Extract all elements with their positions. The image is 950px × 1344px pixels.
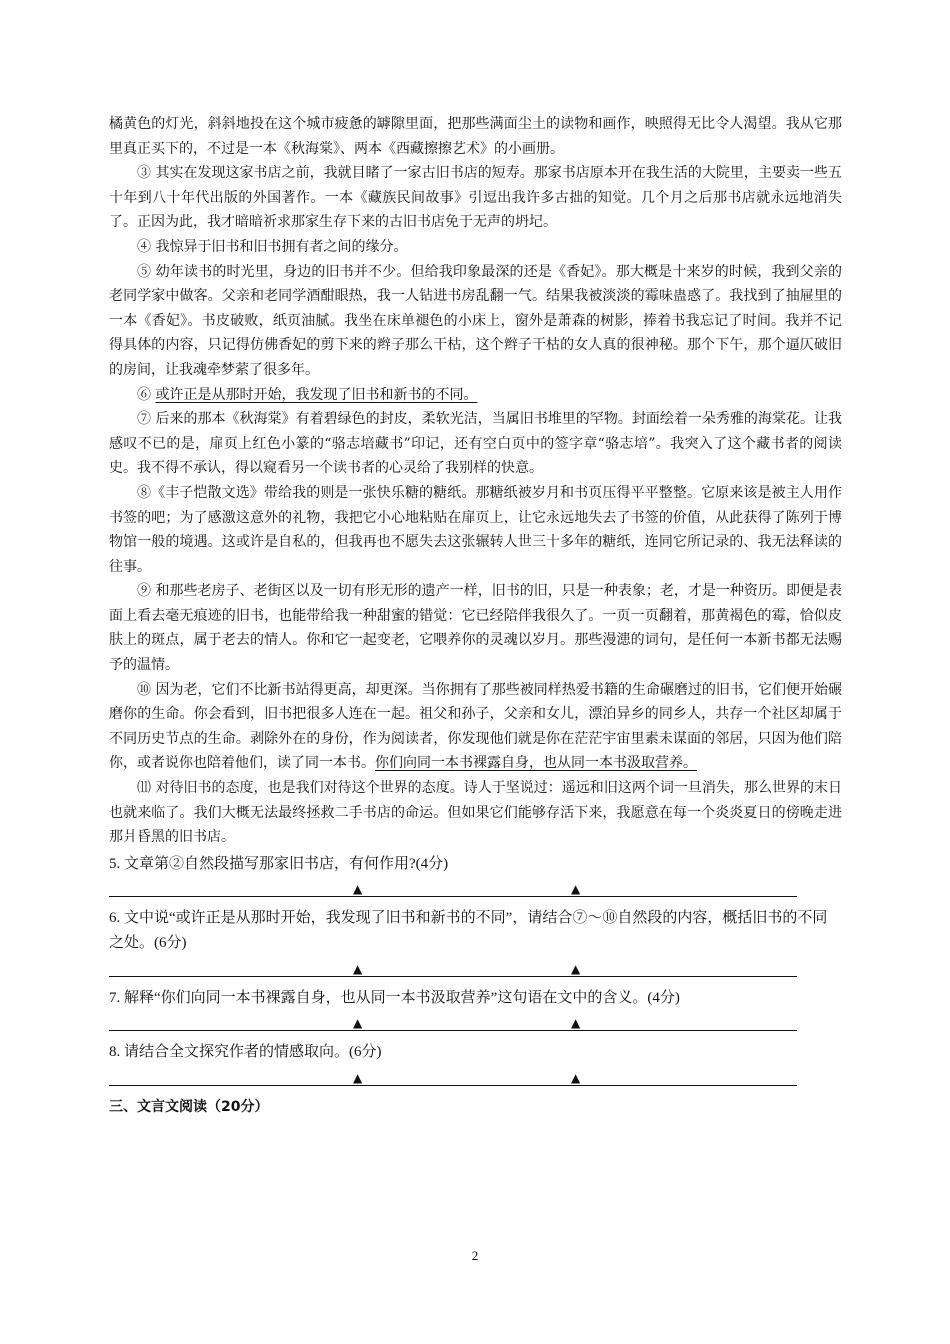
question-item: [109, 986, 842, 1032]
section-title: 三、文言文阅读（20分）: [109, 1098, 269, 1115]
question-item: [109, 852, 842, 898]
answer-marker-icon: ▲: [353, 1016, 363, 1031]
article-paragraph: [109, 579, 842, 677]
question-text: 6. 文中说“或许正是从那时开始，我发现了旧书和新书的不同”，请结合⑦～⑩自然段的内容，概括旧书的不同之处。(6分): [109, 910, 828, 951]
paragraph-text: ⑤ 幼年读书的时光里，身边的旧书并不少。但给我印象最深的还是《香妃》。那大概是十来岁的时候，我到父亲的老同学家中做客。父亲和老同学酒酣眼热，我一人钻进书房乱翻一气。结果我被淡淡的霉味蛊惑了。我找到了抽屉里的一本《香妃》。书皮破败，纸页油腻。我坐在床单褪色的小床上，窗外是萧森的树影，捧着书我忘记了时间。我并不记得具体的内容，只记得仿佛香妃的剪下来的辫子那么干枯，这个辫子干枯的女人真的很神秘。那个下午，那个逼仄破旧的房间，让我魂牵梦萦了很多年。: [109, 263, 842, 378]
answer-line[interactable]: [109, 1010, 797, 1031]
article-paragraph: [109, 383, 842, 408]
answer-marker-icon: ▲: [571, 961, 581, 976]
article-paragraph: [109, 776, 842, 850]
page-number: 2: [471, 1248, 479, 1263]
question-text: 7. 解释“你们向同一本书裸露自身，也从同一本书汲取营养”这句语在文中的含义。(4分): [109, 989, 680, 1006]
paragraph-text: ⑧《丰子恺散文选》带给我的则是一张快乐糖的糖纸。那糖纸被岁月和书页压得平平整整。它原来该是被主人用作书签的吧；为了感激这意外的礼物，我把它小心地粘贴在扉页上，让它永远地失去了书签的价值，从此获得了陈列于博物馆一般的境遇。这或许是自私的，但我再也不愿失去这张辗转人世三十多年的糖纸，连同它所记录的、我无法释读的往事。: [109, 484, 842, 575]
article-paragraph: [109, 407, 842, 481]
answer-marker-icon: ▲: [353, 961, 363, 976]
answer-line[interactable]: [109, 956, 797, 977]
question-item: [109, 906, 842, 976]
underlined-sentence: 你们向同一本书裸露自身，也从同一本书汲取营养。: [375, 755, 697, 772]
article-paragraph: [109, 161, 842, 235]
answer-marker-icon: ▲: [353, 1070, 363, 1085]
paragraph-text: ⑨ 和那些老房子、老街区以及一切有形无形的遗产一样，旧书的旧，只是一种表象；老，才是一种资历。即便是表面上看去毫无痕迹的旧书，也能带给我一种甜蜜的错觉：它已经陪伴我很久了。一页一页翻着，那黄褐色的霉，恰似皮肤上的斑点，属于老去的情人。你和它一起变老，它喂养你的灵魂以岁月。那些漫漶的词句，是任何一本新书都无法赐予的温情。: [109, 583, 842, 674]
question-text: 5. 文章第②自然段描写那家旧书店，有何作用?(4分): [109, 855, 449, 872]
paragraph-text: ④ 我惊异于旧书和旧书拥有者之间的缘分。: [137, 238, 408, 255]
question-list: [109, 852, 842, 1086]
answer-line[interactable]: [109, 876, 797, 897]
question-item: [109, 1040, 842, 1086]
article-paragraph: [109, 235, 842, 260]
page-content: [109, 112, 842, 1119]
article-paragraph: [109, 678, 842, 776]
answer-line[interactable]: [109, 1065, 797, 1086]
article-body: [109, 112, 842, 850]
paragraph-text: ⑩ 因为老，它们不比新书站得更高，却更深。当你拥有了那些被同样热爱书籍的生命碾磨过的旧书，它们便开始碾磨你的生命。你会看到，旧书把很多人连在一起。祖父和孙子，父亲和女儿，漂泊异乡的同乡人，共存一个社区却属于不同历史节点的生命。剥除外在的身份，作为阅读者，你发现他们就是你在茫茫宇宙里素未谋面的邻居，只因为他们陪你，或者说你也陪着他们，读了同一本书。: [109, 681, 842, 772]
paragraph-text: ③ 其实在发现这家书店之前，我就目睹了一家古旧书店的短寿。那家书店原本开在我生活的大院里，主要卖一些五十年到八十年代出版的外国著作。一本《藏族民间故事》引逗出我许多古拙的知觉。几个月之后那书店就永远地消失了。正因为此，我才暗暗祈求那家生存下来的古旧书店免于无声的坍圮。: [109, 165, 842, 231]
article-paragraph: [109, 112, 842, 161]
article-paragraph: [109, 260, 842, 383]
paragraph-text: 橘黄色的灯光，斜斜地投在这个城市疲惫的罅隙里面，把那些满面尘土的读物和画作，映照得无比令人渴望。我从它那里真正买下的，不过是一本《秋海棠》、两本《西藏擦擦艺术》的小画册。: [109, 116, 842, 157]
answer-marker-icon: ▲: [353, 882, 363, 897]
paragraph-text: ⑾ 对待旧书的态度，也是我们对待这个世界的态度。诗人于坚说过：遥远和旧这两个词一旦消失，那么世界的末日也就来临了。我们大概无法最终拯救二手书店的命运。但如果它们能够存活下来，我愿意在每一个炎炎夏日的傍晚走进那爿昏黑的旧书店。: [109, 780, 842, 846]
answer-marker-icon: ▲: [571, 882, 581, 897]
answer-marker-icon: ▲: [571, 1016, 581, 1031]
paragraph-text: ⑥: [137, 386, 156, 403]
article-paragraph: [109, 481, 842, 579]
paragraph-text: ⑦ 后来的那本《秋海棠》有着碧绿色的封皮，柔软光洁，当属旧书堆里的罕物。封面绘着一朵秀雅的海棠花。让我感叹不已的是，扉页上红色小篆的“骆志培藏书”印记，还有空白页中的签字章“骆志培”。我突入了这个藏书者的阅读史。我不得不承认，得以窥看另一个读书者的心灵给了我别样的快意。: [109, 411, 842, 477]
underlined-sentence: 或许正是从那时开始，我发现了旧书和新书的不同。: [155, 386, 478, 403]
question-text: 8. 请结合全文探究作者的情感取向。(6分): [109, 1044, 382, 1061]
answer-marker-icon: ▲: [571, 1070, 581, 1085]
